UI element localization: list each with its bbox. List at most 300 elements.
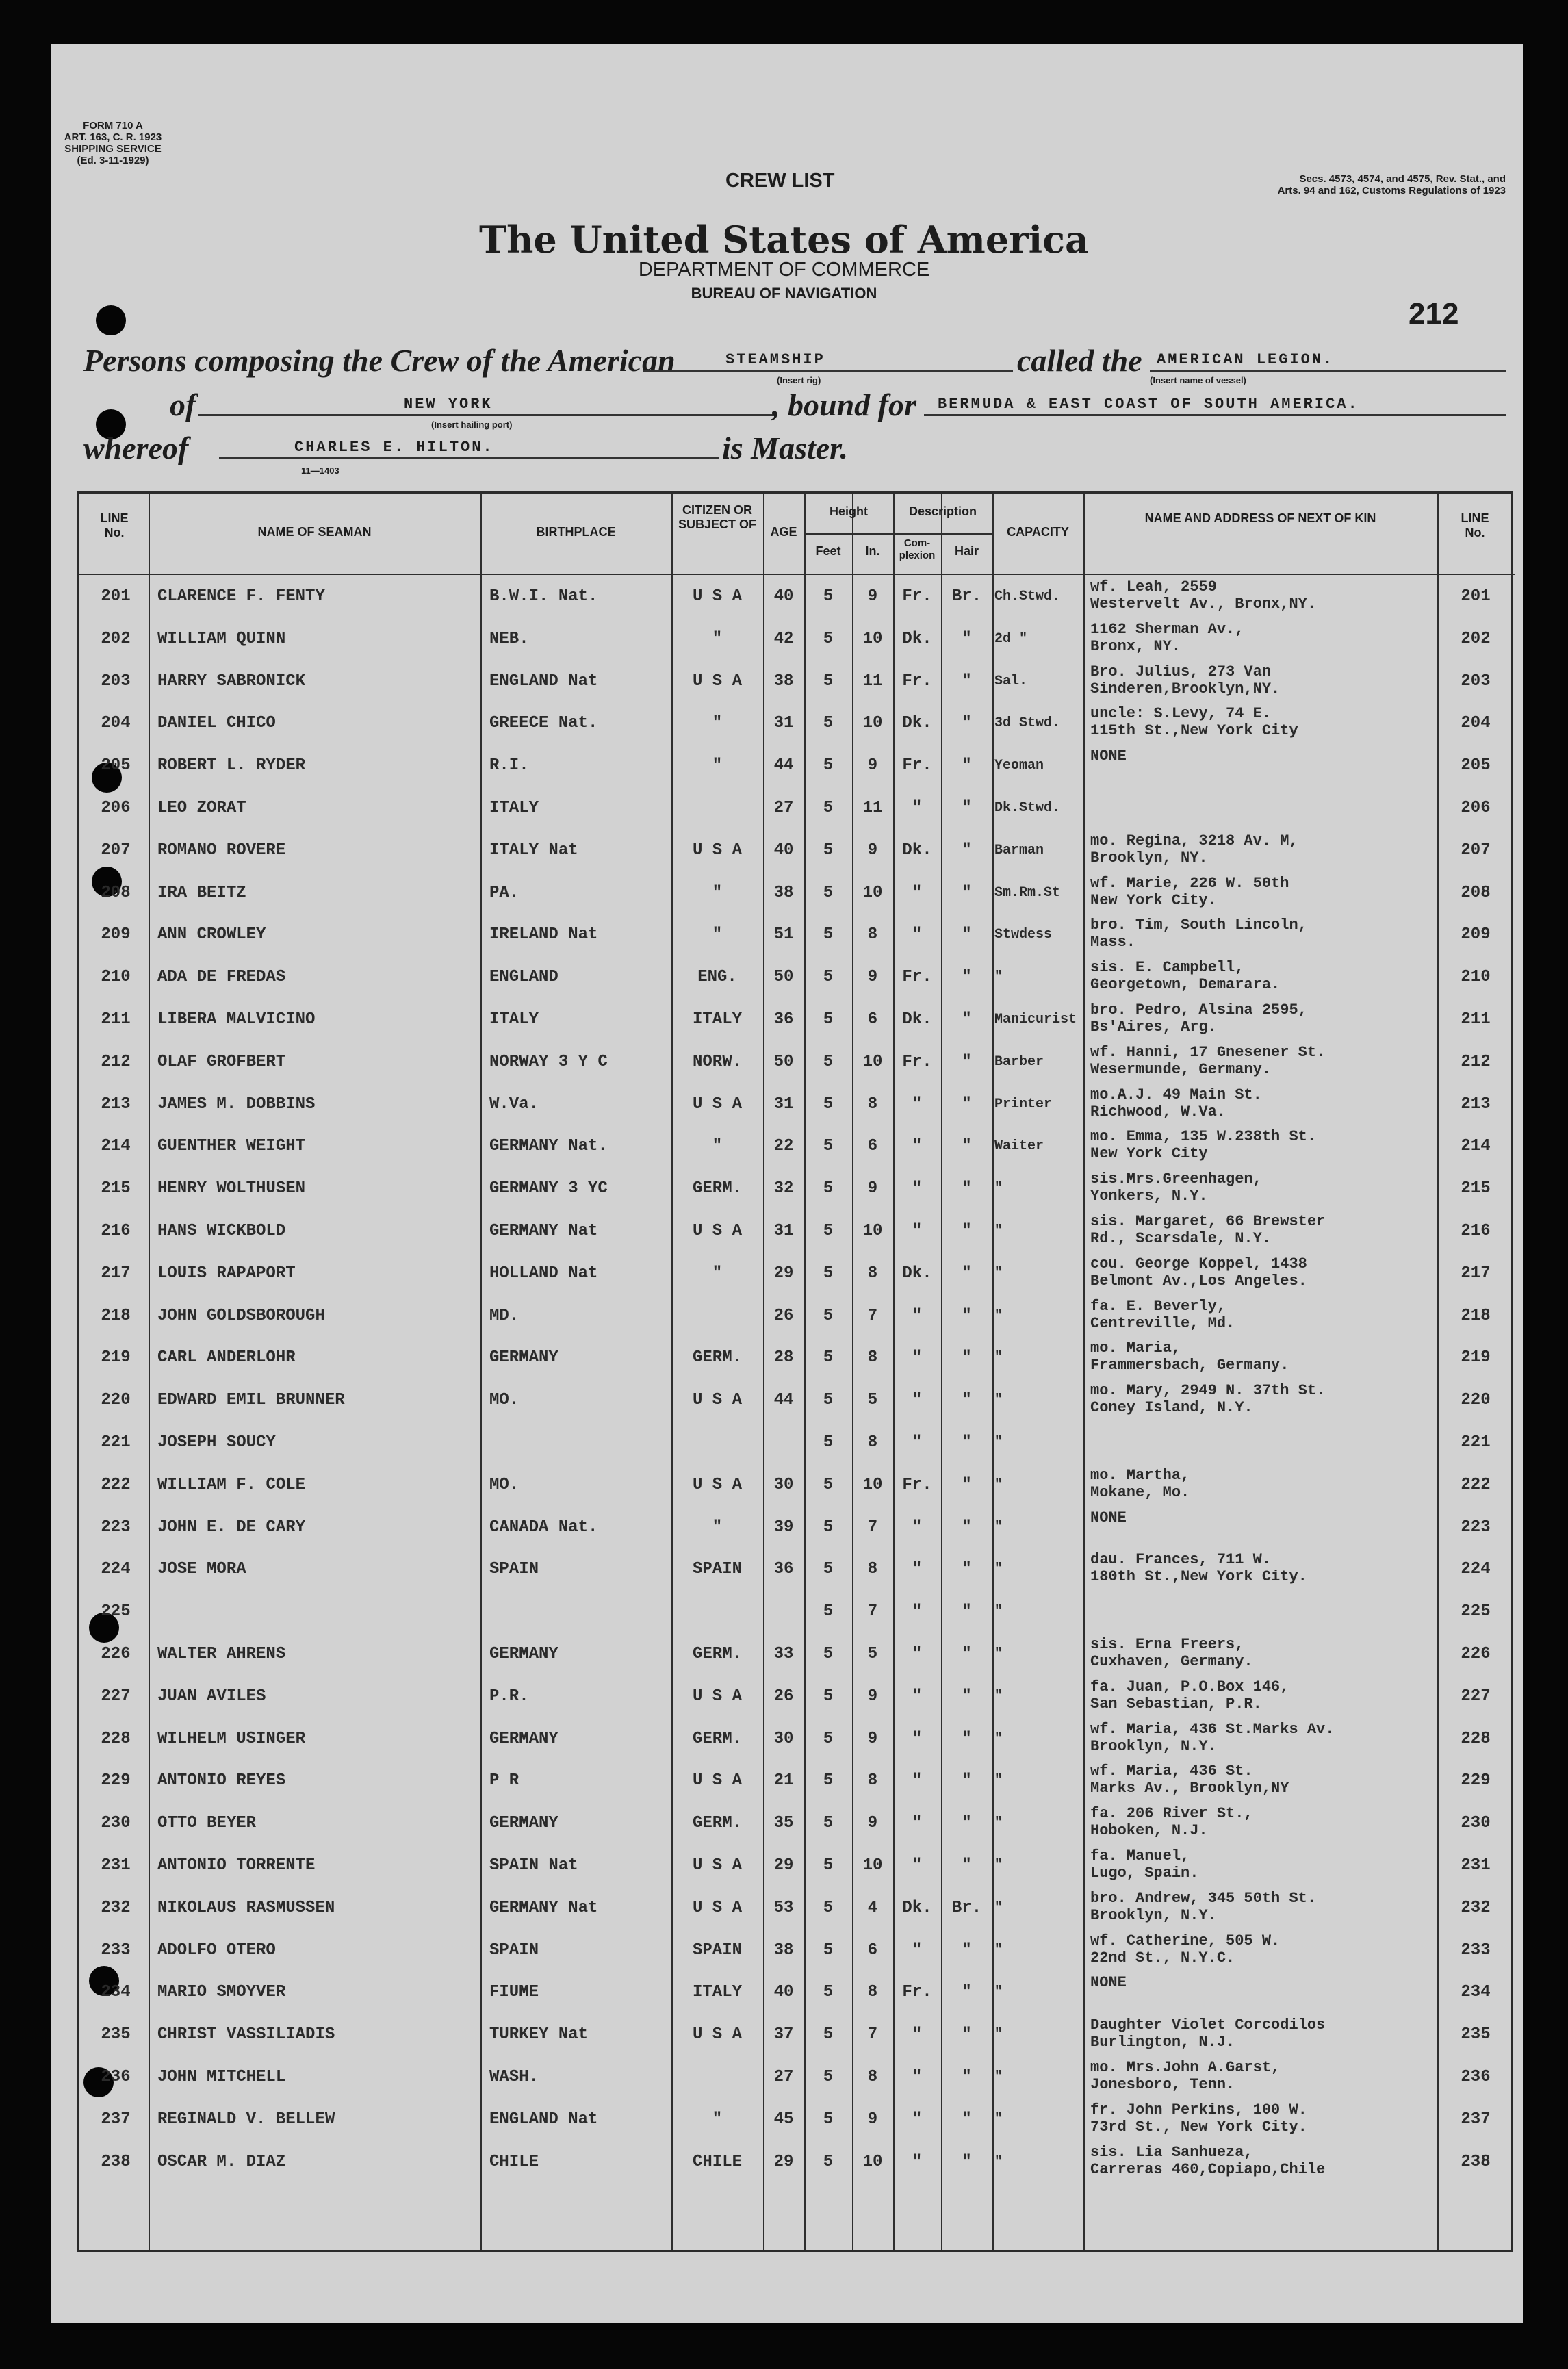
cell-ft: 5 — [823, 1433, 834, 1452]
cell-ft: 5 — [823, 1645, 834, 1663]
cell-hair: " — [962, 2068, 972, 2086]
cell-age: 30 — [773, 1475, 794, 1494]
cell-cap: " — [994, 1604, 1003, 1620]
cell-no: 226 — [101, 1645, 131, 1663]
kin-line-2: Rd., Scarsdale, N.Y. — [1090, 1230, 1272, 1247]
cell-next-of-kin — [1090, 1845, 1436, 1889]
rig-field — [643, 349, 1013, 372]
port-value: NEW YORK — [404, 396, 493, 413]
cell-next-of-kin — [1090, 1718, 1436, 1763]
cell-comp: Fr. — [902, 968, 932, 987]
print-code: 11—1403 — [301, 465, 339, 476]
kin-line-1: wf. Catherine, 505 W. — [1090, 1932, 1281, 1949]
page-number: 212 — [1409, 297, 1459, 331]
cell-birth: MO. — [489, 1391, 519, 1410]
cell-in: 9 — [867, 1814, 878, 1833]
kin-line-2: Belmont Av.,Los Angeles. — [1090, 1272, 1307, 1290]
cell-age: 33 — [773, 1645, 794, 1663]
cell-in: 6 — [867, 1941, 878, 1960]
cell-rno: 235 — [1461, 2025, 1491, 2045]
cell-rno: 228 — [1461, 1729, 1491, 1748]
cell-age: 51 — [773, 925, 794, 945]
cell-rno: 227 — [1461, 1687, 1491, 1706]
cell-in: 9 — [867, 756, 878, 776]
cell-comp: Dk. — [902, 1010, 932, 1029]
cell-in: 7 — [867, 1518, 878, 1537]
cell-name: ANTONIO REYES — [157, 1771, 286, 1791]
cell-comp: " — [912, 1433, 923, 1452]
cell-ft: 5 — [823, 1729, 834, 1748]
cell-cit: " — [712, 1518, 723, 1537]
table-row — [79, 999, 1515, 1040]
cell-cit — [673, 1422, 762, 1463]
cell-age: 27 — [773, 2068, 794, 2086]
cell-no: 218 — [101, 1306, 131, 1325]
cell-name: JOHN E. DE CARY — [157, 1518, 306, 1537]
rig-hint: (Insert rig) — [777, 375, 821, 385]
cell-comp: Dk. — [902, 629, 932, 648]
kin-line-1: Bro. Julius, 273 Van — [1090, 663, 1272, 680]
cell-age: 38 — [773, 883, 794, 902]
cell-name: WILLIAM QUINN — [157, 629, 286, 648]
kin-line-1: fa. Manuel, — [1090, 1847, 1190, 1865]
cell-hair: " — [962, 968, 972, 987]
kin-line-2: New York City — [1090, 1145, 1208, 1163]
cell-comp: " — [912, 1179, 923, 1199]
cell-hair: " — [962, 1814, 972, 1833]
table-row — [79, 1633, 1515, 1675]
cell-cap: 3d Stwd. — [994, 715, 1061, 732]
cell-ft: 5 — [823, 925, 834, 945]
cell-age: 35 — [773, 1814, 794, 1833]
cell-comp: " — [912, 2110, 923, 2129]
cell-birth: GERMANY Nat — [489, 1222, 598, 1240]
cell-next-of-kin — [1090, 1591, 1436, 1635]
cell-birth: SPAIN Nat — [489, 1856, 578, 1875]
kin-line-2: Mokane, Mo. — [1090, 1483, 1190, 1501]
cell-name: WALTER AHRENS — [157, 1645, 286, 1663]
cell-cap: " — [994, 1476, 1003, 1493]
table-row — [79, 1548, 1515, 1590]
cell-no: 208 — [101, 883, 131, 902]
cell-cit: " — [712, 714, 723, 733]
cell-comp: " — [912, 1771, 923, 1791]
cell-comp: " — [912, 1348, 923, 1368]
cell-in: 9 — [867, 968, 878, 987]
cell-birth: HOLLAND Nat — [489, 1264, 598, 1283]
cell-name: JAMES M. DOBBINS — [157, 1094, 316, 1114]
kin-line-1: mo.A.J. 49 Main St. — [1090, 1086, 1262, 1103]
kin-line-1: wf. Hanni, 17 Gnesener St. — [1090, 1043, 1326, 1061]
cell-ft: 5 — [823, 629, 834, 648]
table-row — [79, 1676, 1515, 1717]
cell-ft: 5 — [823, 2068, 834, 2086]
cell-birth: WASH. — [489, 2068, 539, 2086]
kin-line-1: mo. Regina, 3218 Av. M, — [1090, 832, 1298, 849]
cell-cap: " — [994, 1942, 1003, 1958]
cell-next-of-kin — [1090, 830, 1436, 874]
cell-birth: NORWAY 3 Y C — [489, 1052, 608, 1071]
cell-ft: 5 — [823, 1983, 834, 2002]
kin-line-1: mo. Mrs.John A.Garst, — [1090, 2059, 1281, 2076]
cell-cit: U S A — [692, 587, 742, 606]
kin-line-2: Sinderen,Brooklyn,NY. — [1090, 680, 1281, 697]
cell-no: 203 — [101, 671, 131, 691]
table-row — [79, 1084, 1515, 1125]
cell-name: LEO ZORAT — [157, 799, 246, 817]
col-name: NAME OF SEAMAN — [257, 525, 372, 539]
cell-in: 4 — [867, 1898, 878, 1917]
cell-no: 228 — [101, 1729, 131, 1748]
crew-table: LINE No. NAME OF SEAMAN BIRTHPLACE CITIZEN OR SUBJECT OF AGE Height Feet In. Description Com-plexion Hair CAPACITY NAME AND ADDRESS OF NEXT OF KIN LINE No. 201 CLARENCE F. FENTY B.W.I. Nat. U S A 40 5 9 Fr. Br. Ch.Stwd. 201 wf. Leah, 2559 Westervelt Av., Bronx,NY. 202 WILLIAM QUINN NEB. " 42 5 10 Dk. " 2d " 202 1162 Sherman Av., Bronx, NY. 203 HARRY SABRONICK ENGLAND Nat U S A 38 5 11 Fr. " Sal. 203 Bro. Julius, 273 Van Sinderen,Brooklyn,NY. 204 DANIEL CHICO GREECE Nat. " 31 5 10 Dk. " 3d Stwd. 204 uncle: S.Levy, 74 E. 115th St.,New York City 205 ROBERT L. RYDER R.I. " 44 5 9 Fr. " Yeoman 205 NONE 206 LEO ZORAT ITALY 27 5 11 " " Dk.Stwd. 206 207 ROMANO ROVERE ITALY Nat U S A 40 5 9 Dk. " Barman 207 mo. Regina, 3218 Av. M, Brooklyn, NY. 208 IRA BEITZ PA. " 38 5 10 " " Sm.Rm.St 208 wf. Marie, 226 W. 50th New York City. 209 ANN CROWLEY IRELAND Nat " 51 5 8 " " Stwdess 209 bro. Tim, South Lincoln, Mass. 210 ADA DE FREDAS ENGLAND ENG. 50 5 9 Fr. " " 210 sis. E. Campbell, Georgetown, Demarara. 211 LIBERA MALVICINO ITALY ITALY 36 5 6 Dk. " Manicurist 211 bro. Pedro, Alsina 2595, Bs'Aires, Arg. 212 OLAF GROFBERT NORWAY 3 Y C NORW. 50 5 10 Fr. " Barber 212 wf. Hanni, 17 Gnesener St. Wesermunde, Germany. 213 JAMES M. DOBBINS W.Va. U S A 31 5 8 " " Printer 213 mo.A.J. 49 Main St. Richwood, W.Va. 214 GUENTHER WEIGHT GERMANY Nat. " 22 5 6 " " Waiter 214 mo. Emma, 135 W.238th St. New York City 215 HENRY WOLTHUSEN GERMANY 3 YC GERM. 32 5 9 " " " 215 sis.Mrs.Greenhagen, Yonkers, N.Y. 216 HANS WICKBOLD GERMANY Nat U S A 31 5 10 " " " 216 sis. Margaret, 66 Brewster Rd., Scarsdale, N.Y. 217 LOUIS RAPAPORT HOLLAND Nat " 29 5 8 Dk. " " 217 cou. George Koppel, 1438 Belmont Av.,Los Angeles. 218 JOHN GOLDSBOROUGH MD. 26 5 7 " " " 218 fa. E. Beverly, Centreville, Md. 219 CARL ANDERLOHR GERMANY GERM. 28 5 8 " " " 219 mo. Maria, Frammersbach, Germany. 220 EDWARD EMIL BRUNNER MO. U S A 44 5 5 " " " 220 mo. Mary, 2949 N. 37th St. Coney Island, N.Y. 221 JOSEPH SOUCY 5 8 " " " 221 222 WILLIAM F. COLE MO. U S A 30 5 10 Fr. " " 222 mo. Martha, Mokane, Mo. 223 JOHN E. DE CARY CANADA Nat. " 39 5 7 " " " 223 NONE 224 JOSE MORA SPAIN SPAIN 36 5 8 " " " 224 dau. Frances, 711 W. 180th St.,New York City. 225 5 7 " " " 225 226 WALTER AHRENS GERMANY GERM. 33 5 5 " " " 226 sis. Erna Freers, Cuxhaven, Germany. 227 JUAN AVILES P.R. U S A 26 5 9 " " " 227 fa. Juan, P.O.Box 146, San Sebastian, P.R. 228 WILHELM USINGER GERMANY GERM. 30 5 9 " " " 228 wf. Maria, 436 St.Marks Av. Brooklyn, N.Y. 229 ANTONIO REYES P R U S A 21 5 8 " " " 229 wf. Maria, 436 St. Marks Av., Brooklyn,NY 230 OTTO BEYER GERMANY GERM. 35 5 9 " " " 230 fa. 206 River St., Hoboken, N.J. 231 ANTONIO TORRENTE SPAIN Nat U S A 29 5 10 " " " 231 fa. Manuel, Lugo, Spain. 232 NIKOLAUS RASMUSSEN GERMANY Nat U S A 53 5 4 Dk. Br. " 232 bro. Andrew, 345 50th St. Brooklyn, N.Y. 233 ADOLFO OTERO SPAIN SPAIN 38 5 6 " " " 233 wf. Catherine, 505 W. 22nd St., N.Y.C. 234 MARIO SMOYVER FIUME ITALY 40 5 8 Fr. " " 234 NONE 235 CHRIST VASSILIADIS TURKEY Nat U S A 37 5 7 " " " 235 Daughter Violet Corcodilos Burlington, N.J. 236 JOHN MITCHELL WASH. 27 5 8 " " " 236 mo. Mrs.John A.Garst, Jonesboro, Tenn. 237 REGINALD V. BELLEW ENGLAND Nat " 45 5 9 " " " 237 fr. John Perkins, 100 W. 73rd St., New York City. 238 OSCAR M. DIAZ CHILE CHILE 29 5 10 " " " 238 sis. Lia Sanhueza, Carreras 460,Copiapo,Chile — [77, 491, 1513, 2252]
cell-age: 36 — [773, 1010, 794, 1029]
vessel-hint: (Insert name of vessel) — [1150, 375, 1246, 385]
cell-next-of-kin — [1090, 702, 1436, 747]
cell-cit: U S A — [692, 671, 742, 691]
kin-line-1: mo. Martha, — [1090, 1466, 1190, 1484]
cell-cap: " — [994, 1730, 1003, 1747]
cell-comp: " — [912, 1602, 923, 1622]
cell-cit: ITALY — [692, 1983, 742, 2002]
cell-birth: GERMANY — [489, 1645, 558, 1663]
cell-comp: Fr. — [902, 1983, 932, 2002]
cell-comp: " — [912, 2025, 923, 2045]
declaration-line2-mid: , bound for — [772, 387, 916, 422]
cell-cit: GERM. — [692, 1645, 742, 1663]
cell-in: 7 — [867, 1602, 878, 1622]
cell-no: 217 — [101, 1264, 131, 1283]
cell-name: ANN CROWLEY — [157, 925, 266, 945]
table-row — [79, 1930, 1515, 1971]
cell-hair: " — [962, 1052, 972, 1071]
destination-value: BERMUDA & EAST COAST OF SOUTH AMERICA. — [938, 396, 1359, 413]
cell-no: 229 — [101, 1771, 131, 1791]
cell-no: 236 — [101, 2068, 131, 2086]
cell-rno: 208 — [1461, 883, 1491, 902]
cell-rno: 214 — [1461, 1137, 1491, 1156]
cell-cap: " — [994, 1899, 1003, 1916]
table-row — [79, 1253, 1515, 1294]
kin-line-1: sis. E. Campbell, — [1090, 959, 1244, 977]
cell-comp: " — [912, 1729, 923, 1748]
vessel-field — [1150, 349, 1506, 372]
cell-name: ADOLFO OTERO — [157, 1941, 276, 1960]
cell-hair: " — [962, 1602, 972, 1622]
table-row — [79, 1971, 1515, 2013]
cell-age: 40 — [773, 841, 794, 860]
cell-next-of-kin — [1090, 1422, 1436, 1466]
cell-in: 10 — [862, 883, 883, 902]
cell-cap: " — [994, 1392, 1003, 1409]
cell-rno: 210 — [1461, 968, 1491, 987]
cell-ft: 5 — [823, 2025, 834, 2045]
cell-name: CHRIST VASSILIADIS — [157, 2025, 335, 2045]
cell-cit: NORW. — [692, 1052, 742, 1071]
cell-cap: 2d " — [994, 630, 1028, 647]
cell-cit: " — [712, 1137, 723, 1156]
table-row — [79, 2141, 1515, 2183]
cell-next-of-kin — [1090, 1210, 1436, 1255]
cell-cit: U S A — [692, 1391, 742, 1410]
cell-cit: U S A — [692, 1687, 742, 1706]
cell-birth: R.I. — [489, 756, 529, 776]
cell-rno: 221 — [1461, 1433, 1491, 1452]
cell-age: 29 — [773, 2152, 794, 2171]
cell-comp: " — [912, 799, 923, 817]
cell-hair: " — [962, 1348, 972, 1368]
cell-ft: 5 — [823, 1814, 834, 1833]
cell-cit: " — [712, 629, 723, 648]
cell-ft: 5 — [823, 2110, 834, 2129]
cell-birth: CHILE — [489, 2152, 539, 2171]
col-inches: In. — [865, 544, 880, 558]
cell-comp: Dk. — [902, 1898, 932, 1917]
kin-line-2: Jonesboro, Tenn. — [1090, 2076, 1235, 2093]
cell-next-of-kin — [1090, 1464, 1436, 1509]
cell-age — [764, 1591, 803, 1632]
cell-comp: Dk. — [902, 1264, 932, 1283]
cell-cit — [673, 787, 762, 829]
cell-next-of-kin — [1090, 1930, 1436, 1974]
cell-rno: 206 — [1461, 799, 1491, 817]
col-hair: Hair — [954, 544, 979, 558]
cell-hair: " — [962, 714, 972, 733]
cell-rno: 237 — [1461, 2110, 1491, 2129]
cell-cap: " — [994, 1307, 1003, 1324]
kin-line-2: Richwood, W.Va. — [1090, 1103, 1226, 1121]
cell-next-of-kin — [1090, 2056, 1436, 2101]
cell-next-of-kin — [1090, 1125, 1436, 1170]
cell-birth: MD. — [489, 1306, 519, 1325]
declaration-line1-mid: called the — [1017, 343, 1142, 378]
cell-in: 8 — [867, 1560, 878, 1579]
cell-comp: Dk. — [902, 714, 932, 733]
cell-rno: 220 — [1461, 1391, 1491, 1410]
cell-age: 37 — [773, 2025, 794, 2045]
kin-line-2: New York City. — [1090, 891, 1217, 909]
cell-ft: 5 — [823, 1094, 834, 1114]
cell-comp: " — [912, 1137, 923, 1156]
cell-age: 45 — [773, 2110, 794, 2129]
cell-no: 216 — [101, 1222, 131, 1240]
cell-birth: ITALY Nat — [489, 841, 578, 860]
cell-comp: " — [912, 1518, 923, 1537]
cell-rno: 226 — [1461, 1645, 1491, 1663]
kin-line-1: sis. Lia Sanhueza, — [1090, 2143, 1253, 2161]
cell-ft: 5 — [823, 883, 834, 902]
table-row — [79, 2014, 1515, 2056]
cell-ft: 5 — [823, 799, 834, 817]
cell-in: 7 — [867, 2025, 878, 2045]
table-row — [79, 745, 1515, 786]
cell-rno: 223 — [1461, 1518, 1491, 1537]
cell-birth: TURKEY Nat — [489, 2025, 589, 2045]
cell-next-of-kin — [1090, 1507, 1436, 1551]
kin-line-1: wf. Marie, 226 W. 50th — [1090, 874, 1289, 892]
table-row — [79, 1887, 1515, 1929]
cell-next-of-kin — [1090, 1084, 1436, 1128]
cell-cit: GERM. — [692, 1348, 742, 1368]
cell-birth — [489, 1591, 670, 1632]
cell-name: EDWARD EMIL BRUNNER — [157, 1391, 345, 1410]
cell-name: JOHN MITCHELL — [157, 2068, 286, 2086]
kin-line-1: bro. Andrew, 345 50th St. — [1090, 1889, 1317, 1907]
cell-cap: " — [994, 969, 1003, 986]
cell-no: 230 — [101, 1814, 131, 1833]
table-row — [79, 702, 1515, 744]
cell-cit: GERM. — [692, 1729, 742, 1748]
cell-next-of-kin — [1090, 2014, 1436, 2058]
table-row — [79, 1210, 1515, 1252]
cell-hair: " — [962, 1433, 972, 1452]
cell-hair: " — [962, 1264, 972, 1283]
cell-next-of-kin — [1090, 618, 1436, 663]
cell-ft: 5 — [823, 587, 834, 606]
cell-cit: U S A — [692, 1475, 742, 1494]
kin-line-2: Cuxhaven, Germany. — [1090, 1653, 1253, 1670]
table-row — [79, 787, 1515, 829]
cell-cap: Barman — [994, 842, 1044, 858]
cell-next-of-kin — [1090, 1760, 1436, 1804]
kin-line-2: Lugo, Spain. — [1090, 1865, 1199, 1882]
cell-next-of-kin — [1090, 1379, 1436, 1424]
cell-rno: 222 — [1461, 1475, 1491, 1494]
cell-cap: Waiter — [994, 1138, 1044, 1155]
cell-hair: " — [962, 671, 972, 691]
cell-next-of-kin — [1090, 745, 1436, 789]
cell-in: 6 — [867, 1010, 878, 1029]
cell-name: OSCAR M. DIAZ — [157, 2152, 286, 2171]
cell-age: 38 — [773, 1941, 794, 1960]
cell-ft: 5 — [823, 1941, 834, 1960]
cell-name: CARL ANDERLOHR — [157, 1348, 296, 1368]
cell-rno: 225 — [1461, 1602, 1491, 1622]
cell-comp: Fr. — [902, 671, 932, 691]
cell-birth: GERMANY Nat. — [489, 1137, 608, 1156]
cell-age: 22 — [773, 1137, 794, 1156]
cell-cap: " — [994, 2111, 1003, 2127]
cell-next-of-kin — [1090, 956, 1436, 1001]
cell-in: 10 — [862, 1856, 883, 1875]
cell-cit — [673, 1591, 762, 1632]
cell-in: 9 — [867, 587, 878, 606]
cell-no: 233 — [101, 1941, 131, 1960]
cell-in: 8 — [867, 1094, 878, 1114]
cell-ft: 5 — [823, 1475, 834, 1494]
kin-line-1: Daughter Violet Corcodilos — [1090, 2016, 1326, 2034]
cell-ft: 5 — [823, 1391, 834, 1410]
cell-cap: " — [994, 1223, 1003, 1239]
cell-name: WILLIAM F. COLE — [157, 1475, 306, 1494]
cell-birth: SPAIN — [489, 1941, 539, 1960]
cell-next-of-kin — [1090, 1802, 1436, 1847]
cell-next-of-kin — [1090, 1337, 1436, 1381]
kin-line-2: 115th St.,New York City — [1090, 722, 1298, 740]
cell-cit: " — [712, 1264, 723, 1283]
cell-rno: 238 — [1461, 2152, 1491, 2171]
kin-line-1: uncle: S.Levy, 74 E. — [1090, 705, 1272, 723]
cell-in: 6 — [867, 1137, 878, 1156]
cell-cap: Printer — [994, 1096, 1053, 1112]
cell-rno: 230 — [1461, 1814, 1491, 1833]
cell-in: 8 — [867, 1771, 878, 1791]
cell-birth: ITALY — [489, 1010, 539, 1029]
cell-hair: " — [962, 1137, 972, 1156]
table-row — [79, 1845, 1515, 1886]
cell-rno: 201 — [1461, 587, 1491, 606]
table-row — [79, 618, 1515, 660]
cell-comp: Dk. — [902, 841, 932, 860]
cell-no: 220 — [101, 1391, 131, 1410]
cell-no: 205 — [101, 756, 131, 776]
cell-ft: 5 — [823, 671, 834, 691]
cell-cap: Manicurist — [994, 1012, 1077, 1027]
cell-cap: " — [994, 1646, 1003, 1662]
cell-ft: 5 — [823, 714, 834, 733]
table-row — [79, 1464, 1515, 1506]
cell-cap: Sm.Rm.St — [994, 884, 1061, 901]
kin-line-2: Marks Av., Brooklyn,NY — [1090, 1780, 1289, 1797]
kin-line-1: NONE — [1090, 1974, 1127, 1992]
cell-no: 206 — [101, 799, 131, 817]
cell-ft: 5 — [823, 1222, 834, 1240]
kin-line-2: Bs'Aires, Arg. — [1090, 1019, 1217, 1036]
kin-line-1: fa. E. Beverly, — [1090, 1297, 1226, 1315]
cell-hair: " — [962, 1518, 972, 1537]
col-description: Description — [908, 504, 977, 518]
cell-in: 9 — [867, 2110, 878, 2129]
cell-name: DANIEL CHICO — [157, 714, 276, 733]
cell-no: 214 — [101, 1137, 131, 1156]
cell-next-of-kin — [1090, 2099, 1436, 2143]
kin-line-2: Brooklyn, NY. — [1090, 849, 1208, 867]
cell-cit — [673, 1295, 762, 1337]
regulation-note: Secs. 4573, 4574, and 4575, Rev. Stat., and Arts. 94 and 162, Customs Regulations of 1923 — [1277, 173, 1506, 196]
cell-age: 31 — [773, 1094, 794, 1114]
cell-hair: Br. — [951, 1898, 982, 1917]
col-birthplace: BIRTHPLACE — [536, 525, 616, 539]
cell-no: 215 — [101, 1179, 131, 1199]
table-row — [79, 956, 1515, 998]
cell-no: 219 — [101, 1348, 131, 1368]
table-row — [79, 1337, 1515, 1379]
cell-in: 7 — [867, 1306, 878, 1325]
cell-next-of-kin — [1090, 1633, 1436, 1678]
cell-hair: " — [962, 1771, 972, 1791]
binder-hole-1 — [96, 305, 126, 335]
cell-hair: " — [962, 1094, 972, 1114]
kin-line-2: Mass. — [1090, 934, 1136, 951]
kin-line-2: 73rd St., New York City. — [1090, 2118, 1307, 2136]
cell-cap: " — [994, 1773, 1003, 1789]
cell-rno: 217 — [1461, 1264, 1491, 1283]
cell-birth: FIUME — [489, 1983, 539, 2002]
cell-age: 44 — [773, 1391, 794, 1410]
cell-comp: " — [912, 1941, 923, 1960]
cell-no: 221 — [101, 1433, 131, 1452]
master-value: CHARLES E. HILTON. — [294, 439, 494, 456]
cell-no: 234 — [101, 1983, 131, 2002]
cell-next-of-kin — [1090, 914, 1436, 958]
cell-age: 40 — [773, 587, 794, 606]
cell-ft: 5 — [823, 756, 834, 776]
cell-no: 235 — [101, 2025, 131, 2045]
kin-line-2: Wesermunde, Germany. — [1090, 1060, 1272, 1078]
cell-in: 8 — [867, 1264, 878, 1283]
cell-name: HARRY SABRONICK — [157, 671, 306, 691]
cell-birth: MO. — [489, 1475, 519, 1494]
cell-age: 50 — [773, 968, 794, 987]
